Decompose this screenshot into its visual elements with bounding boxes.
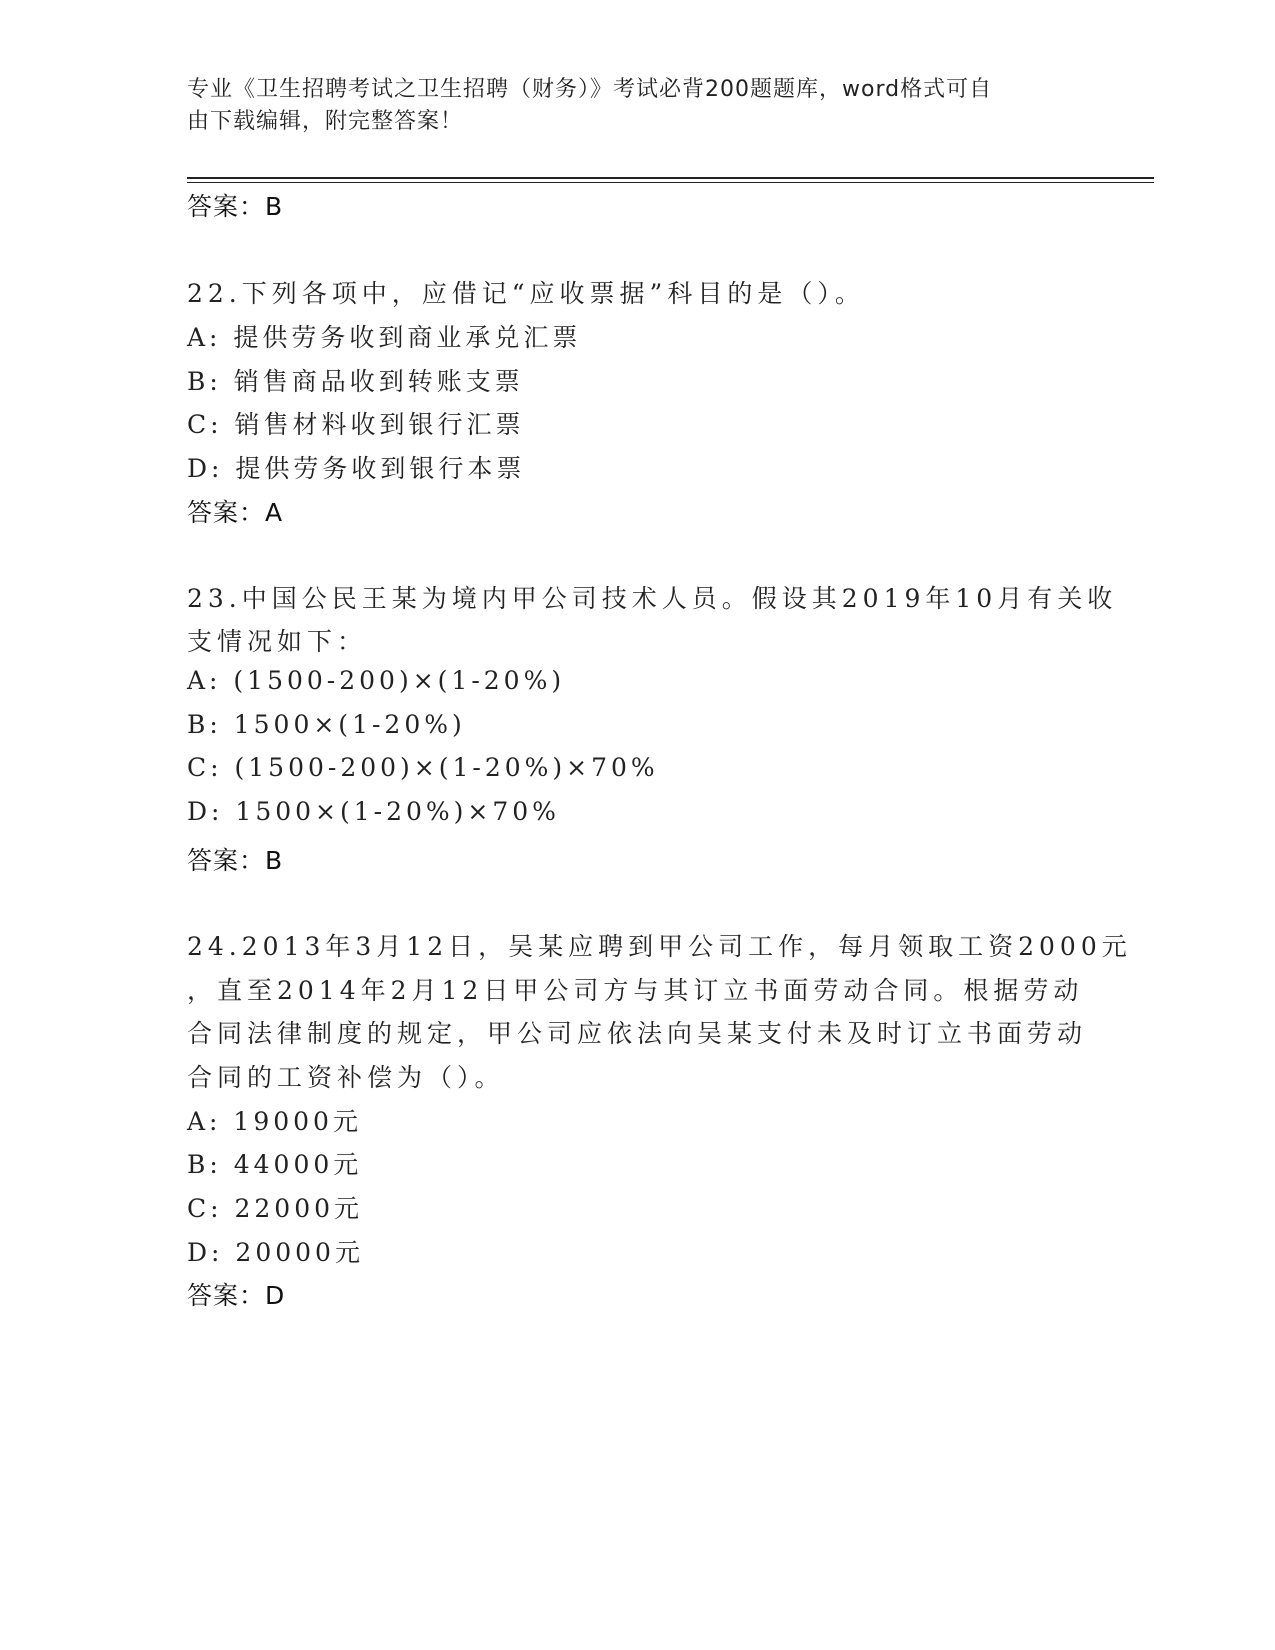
question-24-answer: 答案：D: [187, 1281, 286, 1310]
previous-answer: 答案：B: [187, 192, 284, 221]
question-24-option-a: A: 19000元: [187, 1107, 362, 1136]
question-22-option-c: C: 销售材料收到银行汇票: [187, 410, 525, 439]
question-23-stem-line-2: 支情况如下：: [187, 627, 368, 656]
question-23-option-c: C: (1500-200)×(1-20%)×70%: [187, 753, 659, 782]
question-24-option-c: C: 22000元: [187, 1194, 364, 1223]
question-23-stem-line-1: 23.中国公民王某为境内甲公司技术人员。假设其2019年10月有关收: [187, 584, 1118, 613]
question-22-answer: 答案：A: [187, 498, 284, 527]
question-22-stem: 22.下列各项中，应借记“应收票据”科目的是（）。: [187, 279, 865, 308]
header-divider-thin: [187, 182, 1154, 183]
question-23-option-b: B: 1500×(1-20%): [187, 710, 466, 739]
question-24-stem-line-2: ，直至2014年2月12日甲公司方与其订立书面劳动合同。根据劳动: [187, 976, 1084, 1005]
document-header: [187, 74, 1087, 138]
question-23-answer: 答案：B: [187, 846, 284, 875]
header-line-1: 专业《卫生招聘考试之卫生招聘（财务）》考试必背200题题库，word格式可自: [187, 77, 993, 102]
question-24-option-b: B: 44000元: [187, 1150, 363, 1179]
header-line-2: 由下载编辑，附完整答案！: [187, 109, 464, 134]
question-23-option-d: D: 1500×(1-20%)×70%: [187, 797, 560, 826]
question-24-stem-line-3: 合同法律制度的规定，甲公司应依法向吴某支付未及时订立书面劳动: [187, 1019, 1088, 1048]
question-24-stem-line-4: 合同的工资补偿为（）。: [187, 1063, 505, 1092]
question-22-option-b: B: 销售商品收到转账支票: [187, 367, 524, 396]
question-24-option-d: D: 20000元: [187, 1238, 364, 1267]
question-22-option-a: A: 提供劳务收到商业承兑汇票: [187, 323, 582, 352]
header-divider-thick: [187, 177, 1154, 179]
question-23-option-a: A: (1500-200)×(1-20%): [187, 666, 566, 695]
question-22-option-d: D: 提供劳务收到银行本票: [187, 454, 526, 483]
question-24-stem-line-1: 24.2013年3月12日，吴某应聘到甲公司工作，每月领取工资2000元: [187, 932, 1132, 961]
